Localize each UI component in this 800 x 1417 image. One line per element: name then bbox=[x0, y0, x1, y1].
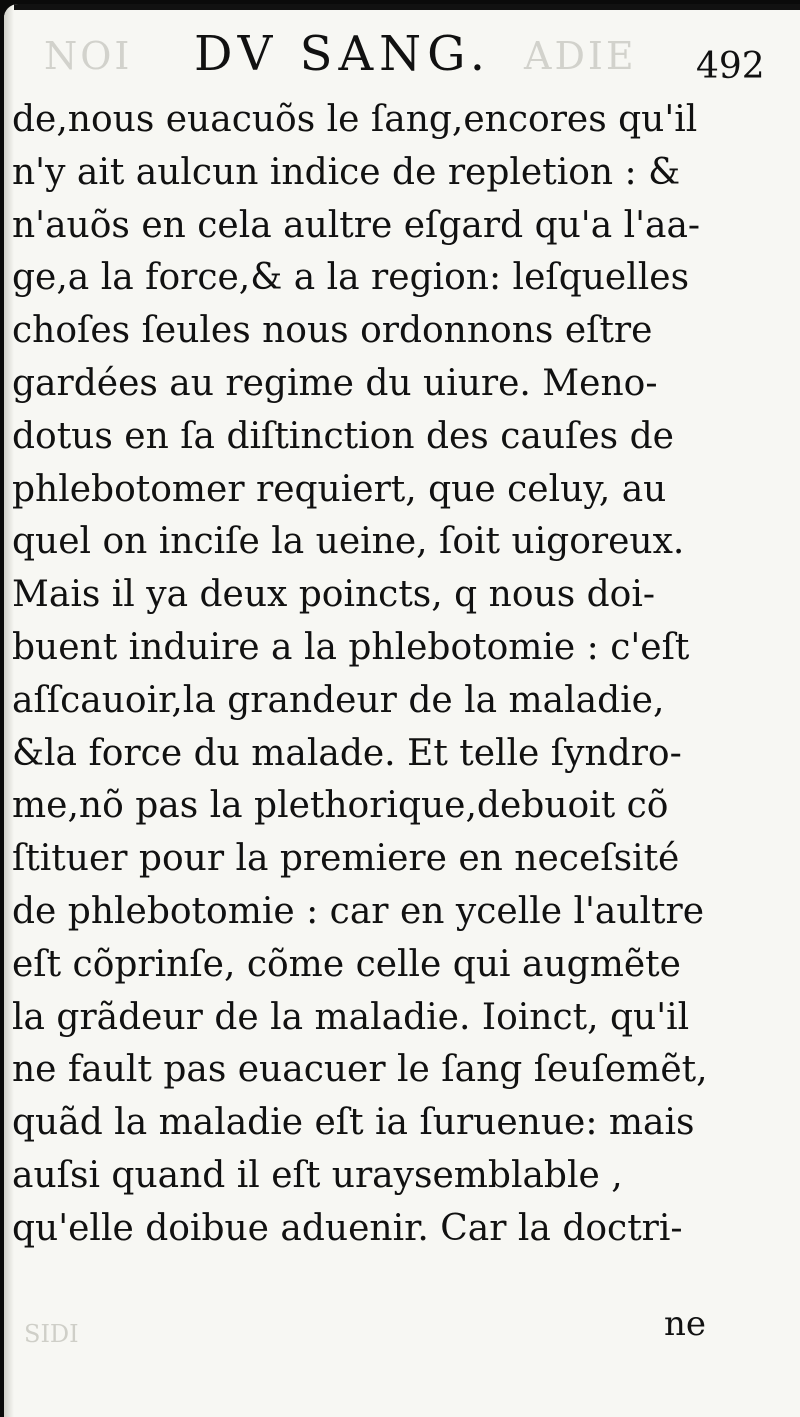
text-line: dotus en ſa diſtinction des cauſes de bbox=[12, 415, 674, 457]
text-line: qu'elle doibue aduenir. Car la doctri- bbox=[12, 1207, 683, 1249]
show-through-text-right: ADIE bbox=[524, 34, 637, 78]
page-top-edge bbox=[4, 4, 800, 10]
text-line: me,nõ pas la plethorique,debuoit cõ bbox=[12, 785, 669, 827]
text-line: la grãdeur de la maladie. Ioinct, qu'il bbox=[12, 996, 690, 1038]
text-line: n'y ait aulcun indice de repletion : & bbox=[12, 151, 681, 193]
text-line: n'auõs en cela aultre eſgard qu'a l'aa- bbox=[12, 204, 701, 246]
text-line: ſtituer pour la premiere en neceſsité bbox=[12, 838, 680, 880]
page-header bbox=[4, 26, 800, 96]
text-line: buent induire a la phlebotomie : c'eſt bbox=[12, 626, 690, 668]
body-text bbox=[12, 94, 712, 1256]
text-line: ge,a la force,& a la region: leſquelles bbox=[12, 257, 690, 299]
text-line: auſsi quand il eſt uraysemblable , bbox=[12, 1154, 623, 1196]
catchword: ne bbox=[664, 1304, 707, 1344]
text-line: Mais il ya deux poincts, q nous doi- bbox=[12, 574, 656, 616]
text-line: de,nous euacuõs le ſang,encores qu'il bbox=[12, 99, 698, 140]
book-page bbox=[4, 4, 800, 1417]
page-number: 492 bbox=[696, 46, 765, 87]
running-head: DV SANG. bbox=[194, 26, 491, 82]
faded-bottom-text: SIDI bbox=[24, 1320, 79, 1348]
text-line: eſt cõprinſe, cõme celle qui augmẽte bbox=[12, 943, 681, 985]
text-line: &la force du malade. Et telle ſyndro- bbox=[12, 732, 682, 774]
show-through-text-left: NOI bbox=[44, 34, 133, 78]
text-line: phlebotomer requiert, que celuy, au bbox=[12, 468, 667, 510]
text-line: choſes ſeules nous ordonnons eſtre bbox=[12, 310, 653, 352]
text-line: aſſcauoir,la grandeur de la maladie, bbox=[12, 679, 665, 721]
text-line: quel on inciſe la ueine, ſoit uigoreux. bbox=[12, 521, 685, 563]
text-line: quãd la maladie eſt ia ſuruenue: mais bbox=[12, 1102, 695, 1144]
text-line: gardées au regime du uiure. Meno- bbox=[12, 362, 658, 404]
text-line: de phlebotomie : car en ycelle l'aultre bbox=[12, 890, 705, 932]
text-line: ne fault pas euacuer le ſang ſeuſemẽt, bbox=[12, 1049, 708, 1091]
